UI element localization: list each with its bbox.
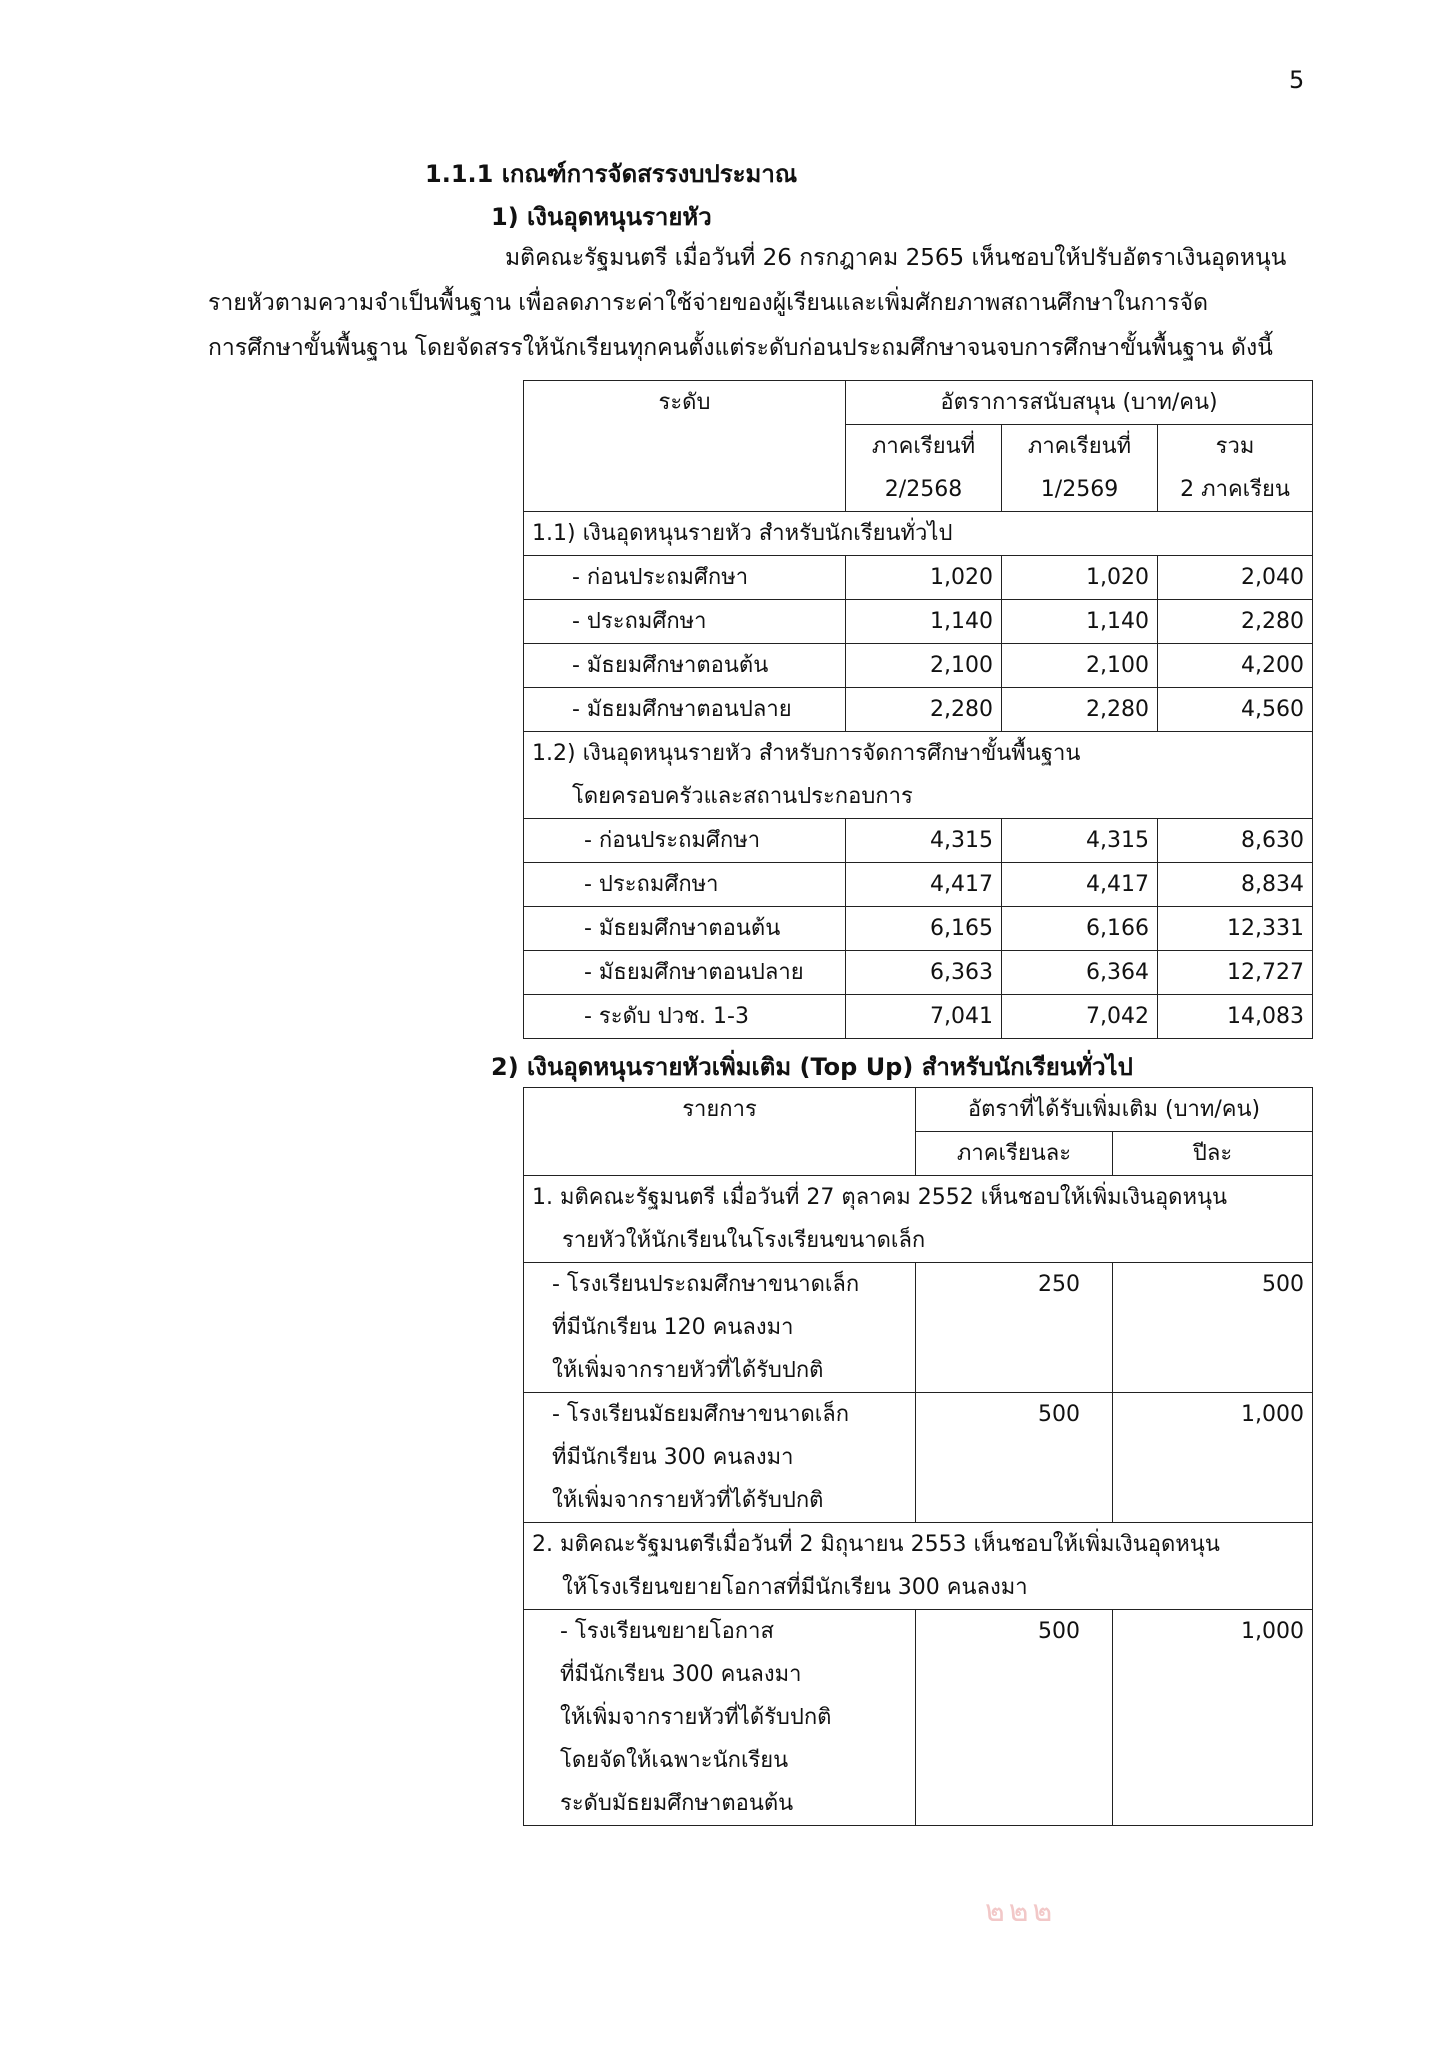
- group-title-line-2: โดยครอบครัวและสถานประกอบการ: [572, 784, 913, 809]
- header-level: ระดับ: [524, 381, 846, 512]
- group-title-line-1: 1.2) เงินอุดหนุนรายหัว สำหรับการจัดการศึกษาขั้นพื้นฐาน: [532, 741, 1081, 766]
- row-label: - ประถมศึกษา: [524, 600, 846, 644]
- cell-value: 12,331: [1158, 907, 1313, 951]
- cell-value: 2,280: [1158, 600, 1313, 644]
- row-label: - ระดับ ปวช. 1-3: [524, 995, 846, 1039]
- row-label: - ก่อนประถมศึกษา: [524, 819, 846, 863]
- group-title: 1.1) เงินอุดหนุนรายหัว สำหรับนักเรียนทั่วไป: [524, 512, 1313, 556]
- table-row: [524, 1393, 1313, 1523]
- group-title-line-1: 1. มติคณะรัฐมนตรี เมื่อวันที่ 27 ตุลาคม 2552 เห็นชอบให้เพิ่มเงินอุดหนุน: [532, 1185, 1228, 1210]
- cell-value: 2,040: [1158, 556, 1313, 600]
- cell-value: 2,100: [846, 644, 1002, 688]
- cell-value: 500: [916, 1610, 1113, 1826]
- cell-value: 6,165: [846, 907, 1002, 951]
- cell-value: 1,020: [846, 556, 1002, 600]
- cell-value: 4,417: [846, 863, 1002, 907]
- cell-value: 2,100: [1002, 644, 1158, 688]
- table-row: [524, 644, 1313, 688]
- table-row: [524, 600, 1313, 644]
- cell-value: 1,140: [846, 600, 1002, 644]
- header-rate: อัตราที่ได้รับเพิ่มเติม (บาท/คน): [916, 1088, 1313, 1132]
- table-row: [524, 556, 1313, 600]
- table-row: [524, 863, 1313, 907]
- row-label: - โรงเรียนประถมศึกษาขนาดเล็ก ที่มีนักเรียน 120 คนลงมา ให้เพิ่มจากรายหัวที่ได้รับปกติ: [524, 1263, 916, 1393]
- subsection-heading-1: 1) เงินอุดหนุนรายหัว: [491, 203, 712, 231]
- cell-value: 4,560: [1158, 688, 1313, 732]
- paragraph-line-2: รายหัวตามความจำเป็นพื้นฐาน เพื่อลดภาระค่าใช้จ่ายของผู้เรียนและเพิ่มศักยภาพสถานศึกษาในการจัด: [208, 290, 1209, 316]
- subsection-heading-2: 2) เงินอุดหนุนรายหัวเพิ่มเติม (Top Up) สำหรับนักเรียนทั่วไป: [491, 1053, 1133, 1081]
- cell-value: 4,200: [1158, 644, 1313, 688]
- cell-value: 1,000: [1113, 1610, 1313, 1826]
- cell-value: 4,315: [1002, 819, 1158, 863]
- cell-value: 500: [916, 1393, 1113, 1523]
- group-title: [524, 1523, 1313, 1610]
- cell-value: 2,280: [846, 688, 1002, 732]
- row-label: - โรงเรียนมัธยมศึกษาขนาดเล็ก ที่มีนักเรียน 300 คนลงมา ให้เพิ่มจากรายหัวที่ได้รับปกติ: [524, 1393, 916, 1523]
- header-per-term: ภาคเรียนละ: [916, 1132, 1113, 1176]
- group-title: [524, 732, 1313, 819]
- table-row: [524, 1263, 1313, 1393]
- cell-value: 1,000: [1113, 1393, 1313, 1523]
- top-up-table: [523, 1087, 1313, 1826]
- cell-value: 14,083: [1158, 995, 1313, 1039]
- cell-value: 6,364: [1002, 951, 1158, 995]
- section-heading: 1.1.1 เกณฑ์การจัดสรรงบประมาณ: [425, 160, 798, 188]
- row-label: - ก่อนประถมศึกษา: [524, 556, 846, 600]
- cell-value: 4,315: [846, 819, 1002, 863]
- row-label: - มัธยมศึกษาตอนปลาย: [524, 688, 846, 732]
- group-title-line-2: รายหัวให้นักเรียนในโรงเรียนขนาดเล็ก: [562, 1228, 926, 1253]
- capitation-rate-table: [523, 380, 1313, 1039]
- page-number: 5: [1289, 66, 1305, 94]
- cell-value: 7,042: [1002, 995, 1158, 1039]
- cell-value: 7,041: [846, 995, 1002, 1039]
- row-label: - ประถมศึกษา: [524, 863, 846, 907]
- table-row: [524, 907, 1313, 951]
- row-label: - มัธยมศึกษาตอนต้น: [524, 644, 846, 688]
- group-title-line-1: 2. มติคณะรัฐมนตรีเมื่อวันที่ 2 มิถุนายน 2553 เห็นชอบให้เพิ่มเงินอุดหนุน: [532, 1532, 1220, 1557]
- table-row: [524, 1610, 1313, 1826]
- cell-value: 500: [1113, 1263, 1313, 1393]
- row-label: - มัธยมศึกษาตอนต้น: [524, 907, 846, 951]
- table-row: [524, 995, 1313, 1039]
- header-rate: อัตราการสนับสนุน (บาท/คน): [846, 381, 1313, 425]
- group-title-line-2: ให้โรงเรียนขยายโอกาสที่มีนักเรียน 300 คนลงมา: [562, 1575, 1028, 1600]
- cell-value: 6,166: [1002, 907, 1158, 951]
- header-term-1-2569: ภาคเรียนที่ 1/2569: [1002, 425, 1158, 512]
- watermark: ๒๒๒: [985, 1894, 1057, 1929]
- header-per-year: ปีละ: [1113, 1132, 1313, 1176]
- cell-value: 8,834: [1158, 863, 1313, 907]
- cell-value: 6,363: [846, 951, 1002, 995]
- cell-value: 8,630: [1158, 819, 1313, 863]
- header-total: รวม 2 ภาคเรียน: [1158, 425, 1313, 512]
- cell-value: 2,280: [1002, 688, 1158, 732]
- cell-value: 250: [916, 1263, 1113, 1393]
- cell-value: 1,020: [1002, 556, 1158, 600]
- paragraph-line-3: การศึกษาขั้นพื้นฐาน โดยจัดสรรให้นักเรียนทุกคนตั้งแต่ระดับก่อนประถมศึกษาจนจบการศึกษาขั้นพื้นฐาน ดังนี้: [208, 335, 1273, 361]
- group-title: [524, 1176, 1313, 1263]
- table-row: [524, 951, 1313, 995]
- table-row: [524, 819, 1313, 863]
- cell-value: 12,727: [1158, 951, 1313, 995]
- cell-value: 1,140: [1002, 600, 1158, 644]
- row-label: - มัธยมศึกษาตอนปลาย: [524, 951, 846, 995]
- paragraph-line-1: มติคณะรัฐมนตรี เมื่อวันที่ 26 กรกฎาคม 2565 เห็นชอบให้ปรับอัตราเงินอุดหนุน: [505, 245, 1287, 271]
- header-item: รายการ: [524, 1088, 916, 1176]
- cell-value: 4,417: [1002, 863, 1158, 907]
- row-label: - โรงเรียนขยายโอกาส ที่มีนักเรียน 300 คนลงมา ให้เพิ่มจากรายหัวที่ได้รับปกติ โดยจัดให้เฉพาะนักเรียน ระดับมัธยมศึกษาตอนต้น: [524, 1610, 916, 1826]
- table-row: [524, 688, 1313, 732]
- header-term-2-2568: ภาคเรียนที่ 2/2568: [846, 425, 1002, 512]
